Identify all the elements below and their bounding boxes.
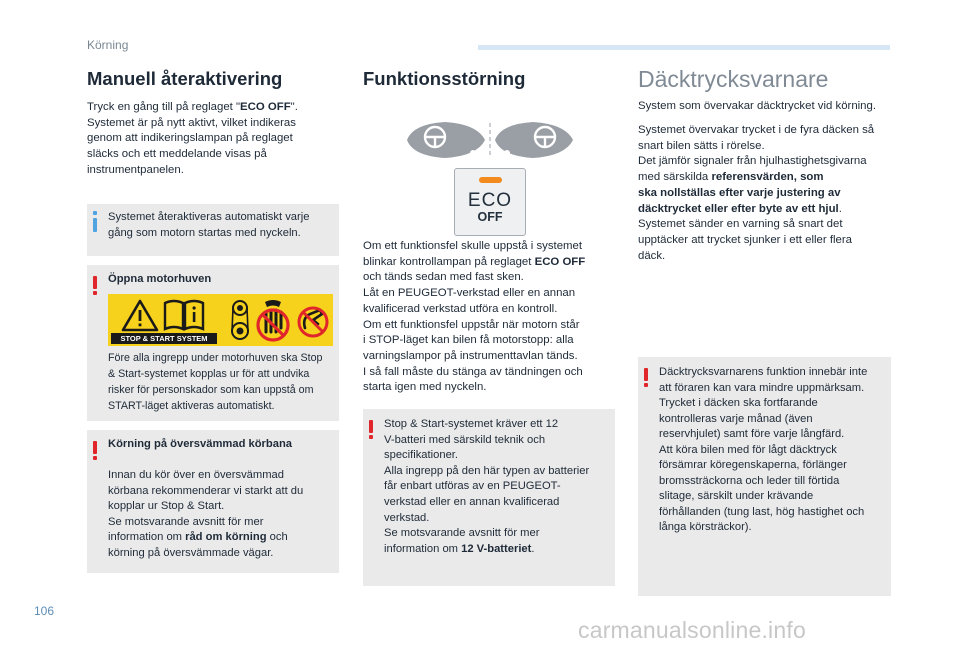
info-box-text: Systemet återaktiveras automatiskt varje gång som motorn startas med nyckeln. [108, 211, 310, 239]
warning-triangle-icon [120, 298, 160, 334]
intro-line: instrumentpanelen. [87, 163, 184, 176]
intro-line: genom att indikeringslampan på reglaget [87, 132, 293, 145]
warning-icon [644, 368, 648, 387]
no-hand-fan-icon [255, 298, 291, 342]
warning-icon [93, 441, 97, 460]
intro-line: släcks och ett meddelande visas på [87, 148, 267, 161]
eco-off-button [454, 168, 526, 236]
title-tyre-pressure-warning: Däcktrycksvarnare [638, 66, 829, 92]
malfunction-paragraph: Om ett funktionsfel skulle uppstå i systemet blinkar kontrollampan på reglaget ECO OFF och tänds sedan med fast sken. Låt en PEUGEOT-verkstad eller en annan kvalificerad verkstad utföra en kontroll. Om ett funktionsfel uppstår när motorn står i STOP-läget kan bilen få motorstopp: alla varningslampor på instrumenttavlan tänds. I så fall måste du stänga av tändningen och starta igen med nyckeln. [363, 240, 586, 394]
watermark: carmanualsonline.info [578, 617, 806, 643]
flood-box-text: Innan du kör över en översvämmad körbana rekommenderar vi starkt att du kopplar ur Stop & Start. Se motsvarande avsnitt för mer information om råd om körning och körning på översvämmade vägar. [108, 469, 304, 559]
tyre-body-paragraph: Systemet övervakar trycket i de fyra däcken så snart bilen sätts i rörelse. Det jämför signaler från hjulhastighetsgivarna med särskilda referensvärden, som ska nollställas efter varje justering av däcktrycket eller efter byte av ett hjul. Systemet sänder en varning så snart det upptäcker att trycket sjunker i ett eller flera däck. [638, 124, 875, 262]
tyre-intro-paragraph: System som övervakar däcktrycket vid körning. [638, 100, 877, 112]
section-label: Körning [87, 38, 129, 52]
warning-icon [369, 420, 373, 439]
flood-box-title: Körning på översvämmad körbana [108, 438, 293, 450]
intro-line: Tryck en gång till på reglaget "ECO OFF". [87, 101, 298, 113]
engine-belt-icon [230, 298, 250, 342]
stop-start-strip-label: STOP & START SYSTEM [111, 333, 217, 344]
link-driving-advice: råd om körning [185, 531, 267, 544]
manual-book-icon [162, 298, 206, 332]
hood-box-title: Öppna motorhuven [108, 273, 212, 285]
off-label: OFF [477, 210, 503, 224]
eco-label: ECO [467, 190, 513, 211]
warning-icon [93, 276, 97, 295]
header-bar [478, 45, 890, 50]
tyre-warning-text: Däcktrycksvarnarens funktion innebär inte att föraren kan vara mindre uppmärksam. Trycket i däcken ska fortfarande kontrolleras varje månad (även reservhjulet) samt före varje långfärd. Att köra bilen med för lågt däcktryck försämrar köregenskaperna, förlänger bromssträckorna och leder till förtida slitage, särskilt under krävande förhållanden (tung last, hög hastighet och långa körsträckor). [659, 366, 868, 533]
hood-box-text: Före alla ingrepp under motorhuven ska Stop & Start-systemet kopplas ur för att undvika risker för personskador som kan uppstå om START-läget aktiveras automatiskt. [108, 352, 323, 412]
page-number: 106 [34, 604, 55, 618]
title-manual-reactivation: Manuell återaktivering [87, 68, 283, 89]
info-icon [93, 211, 97, 232]
steering-wheel-illustration [405, 119, 575, 161]
battery-box-text: Stop & Start-systemet kräver ett 12 V-batteri med särskild teknik och specifikationer. Alla ingrepp på den här typen av batterier får enbart utföras av en PEUGEOT- verkstad eller en annan kvalificerad verkstad. Se motsvarande avsnitt för mer information om 12 V-batteriet. [384, 418, 590, 555]
intro-line: Systemet är på nytt aktivt, vilket indikeras [87, 116, 296, 129]
intro-paragraph [87, 100, 337, 179]
no-touch-belt-icon [296, 302, 330, 340]
title-malfunction: Funktionsstörning [363, 68, 526, 89]
eco-off-indicator-led [479, 177, 502, 183]
link-12v-battery: 12 V-batteriet [461, 542, 532, 555]
